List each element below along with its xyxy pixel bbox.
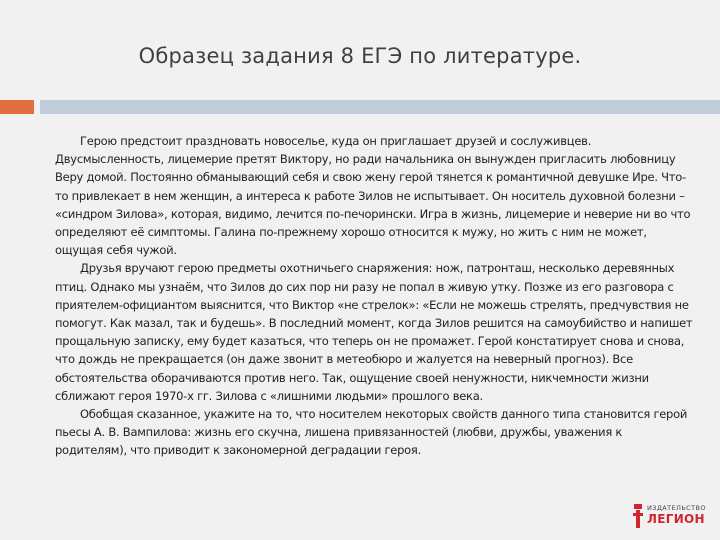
body-text bbox=[55, 132, 695, 460]
publisher-logo bbox=[633, 500, 713, 532]
legion-logo-icon bbox=[633, 504, 643, 528]
paragraph-1: Герою предстоит праздновать новоселье, куда он приглашает друзей и сослуживцев. Двусмысленность, лицемерие претят Виктору, но ради начальника он вынужден пригласить любовницу Веру домой. Постоянно обманывающий себя и свою жену герой тянется к романтичной девушке Ире. Что-то привлекает в нем женщин, а интереса к работе Зилов не испытывает. Он носитель духовной болезни – «синдром Зилова», которая, видимо, лечится по-печорински. Игра в жизнь, лицемерие и неверие ни во что определяют её симптомы. Галина по-прежнему хорошо относится к мужу, но жить с ним не может, ощущая себя чужой. bbox=[55, 134, 691, 258]
divider-bar bbox=[40, 100, 720, 114]
divider-accent bbox=[0, 100, 34, 114]
paragraph-3: Обобщая сказанное, укажите на то, что носителем некоторых свойств данного типа становится герой пьесы А. В. Вампилова: жизнь его скучна, лишена привязанностей (любви, дружбы, уважения к родителям), что приводит к закономерной деградации героя. bbox=[55, 407, 688, 458]
paragraph-2: Друзья вручают герою предметы охотничьего снаряжения: нож, патронташ, несколько деревянных птиц. Однако мы узнаём, что Зилов до сих пор ни разу не попал в живую утку. Позже из его разговора с приятелем-официантом выяснится, что Виктор «не стрелок»: «Если не можешь стрелять, предчувствия не помогут. Как мазал, так и будешь». В последний момент, когда Зилов решится на самоубийство и напишет прощальную записку, ему будет казаться, что теперь он не промажет. Герой констатирует снова и снова, что дождь не прекращается (он даже звонит в метеобюро и жалуется на неверный прогноз). Все обстоятельства оборачиваются против него. Так, ощущение своей ненужности, никчемности жизни сближают героя 1970-х гг. Зилова с «лишними людьми» прошлого века. bbox=[55, 261, 693, 403]
title-divider bbox=[0, 100, 720, 114]
slide-title: Образец задания 8 ЕГЭ по литературе. bbox=[138, 44, 582, 68]
logo-publisher-label: ИЗДАТЕЛЬСТВО bbox=[647, 504, 706, 512]
logo-brand-name: ЛЕГИОН bbox=[647, 512, 705, 526]
